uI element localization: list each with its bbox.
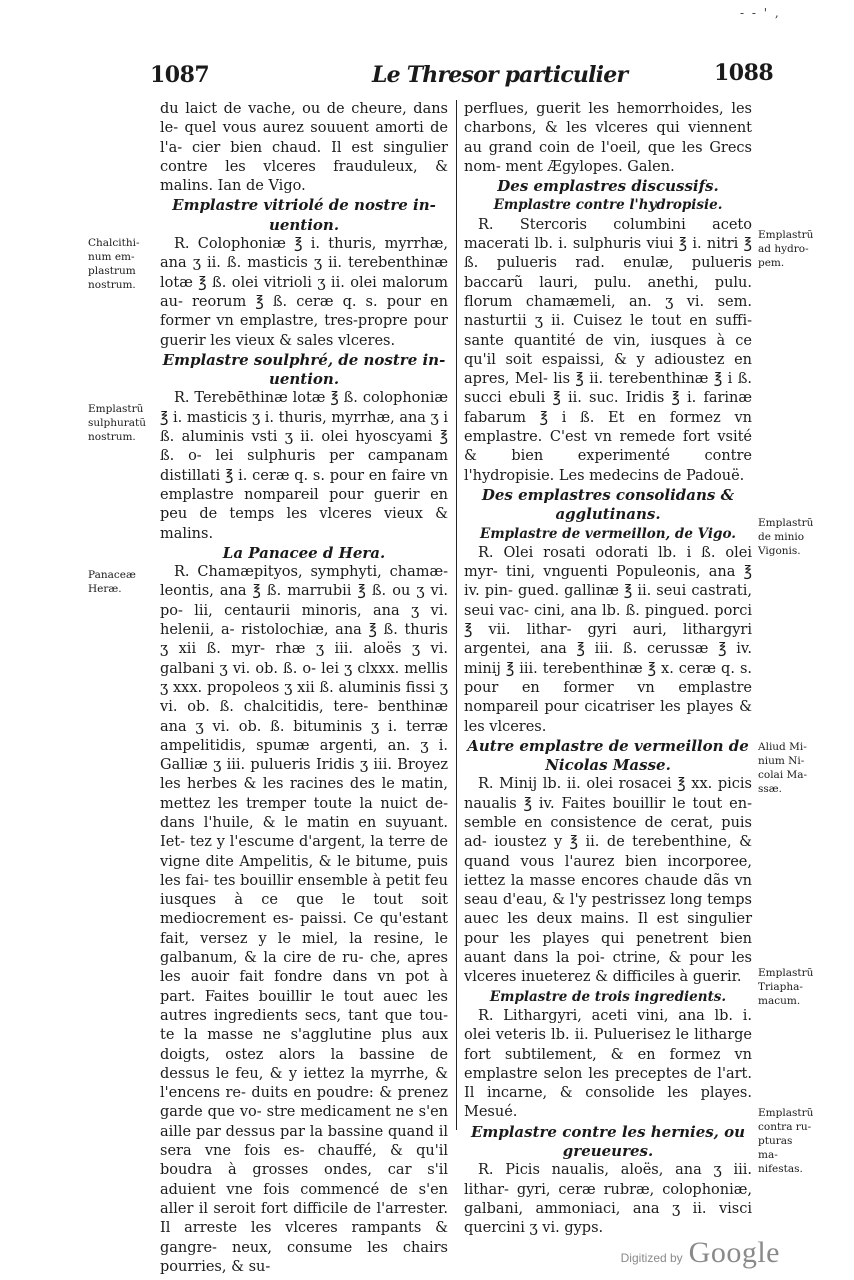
right-col-paragraph: R. Minij lb. ii. olei rosacei ℥ xx. picis naualis ℥ iv. Faites bouillir le tout en- semble en consistence de cerat, puis ad- ioustez y ℥ ii. de terebenthine, & quand vous l'aurez bien incorporee, iettez la masse encores chaude dãs vn seau d'eau, & l'y pestrissez long temps auec les deux mains. Il est singulier pour les playes qui penetrent bien auant dans la poi- ctrine, & pour les vlceres inueterez & difficiles à guerir. [464, 776, 752, 986]
right-col-paragraph: R. Olei rosati odorati lb. i ß. olei myr- tini, vnguenti Populeonis, ana ℥ iv. pin- gued. gallinæ ℥ ii. seui castrati, seui vac- cini, ana lb. ß. pingued. porci ℥ vii. lithar- gyri auri, lithargyri argentei, ana ℥ iii. ß. cerussæ ℥ iv. minij ℥ iii. terebenthinæ ℥ x. ceræ q. s. pour en former vn emplastre nompareil pour cicatriser les playes & les vlceres. [464, 544, 752, 735]
left-column [160, 100, 448, 1277]
left-col-paragraph: R. Chamæpityos, symphyti, chamæ- leontis, ana ℥ ß. marrubii ℥ ß. ou ʒ vi. po- lii, centaurii minoris, ana ʒ vi. helenii, a- ristolochiæ, ana ℥ ß. thuris ʒ xii ß. myr- rhæ ʒ iii. aloës ʒ vi. galbani ʒ vi. ob. ß. o- lei ʒ clxxx. mellis ʒ xxx. propoleos ʒ xii ß. aluminis fissi ʒ vi. ob. ß. chalcitidis, tere- benthinæ ana ʒ vi. ob. ß. bituminis ʒ i. terræ ampelitidis, spumæ argenti, an. ʒ i. Galliæ ʒ iii. pulueris Iridis ʒ iii. Broyez les herbes & les racines des le matin, mettez les tremper toute la nuict de- dans l'huile, & le matin en suyuant. Iet- tez y l'escume d'argent, la terre de vigne dite Ampelitis, & le bitume, puis les fai- tes bouillir ensemble à petit feu iusques à ce que le tout soit mediocrement es- paissi. Ce qu'estant fait, versez y le miel, la resine, le galbanum, & la cire de ru- che, apres les auoir fait fondre dans vn pot à part. Faites bouillir le tout auec les autres ingredients secs, tant que tou- te la masse ne s'agglutine plus aux doigts, ostez alors la bassine de dessus le feu, & y iettez la myrrhe, & l'encens re- duits en poudre: & prenez garde que vo- stre medicament ne s'en aille par dessus par la bassine quand il sera vne fois es- chauffé, & qu'il boudra à grosses ondes, car s'il aduient vne fois commencé de s'en aller il seroit fort difficile de l'arrester. Il arreste les vlceres rampants & gangre- neux, consume les chairs pourries, & su- [160, 564, 448, 1275]
right-col-paragraph: perflues, guerit les hemorrhoides, les charbons, & les vlceres qui viennent au grand coin de l'oeil, que les Grecs nom- ment Ægylopes. Galen. [464, 101, 752, 175]
left-col-heading: Emplastre soulphré, de nostre in- uention. [162, 350, 446, 389]
right-page-number: 1088 [714, 60, 774, 86]
right-col-heading: Des emplastres discussifs. [497, 177, 719, 196]
right-col-heading: Des emplastres consolidans & agglutinans. [481, 485, 735, 524]
left-col-heading: La Panacee d Hera. [222, 543, 386, 562]
margin-note-panacea: Panaceæ Heræ. [88, 569, 136, 595]
right-column [464, 100, 752, 1239]
left-page-number: 1087 [150, 62, 210, 88]
left-col-heading: Emplastre vitriolé de nostre in- uention. [172, 196, 436, 234]
right-col-subheading: Emplastre contre l'hydropisie. [493, 197, 723, 214]
margin-note-hydropem: Emplastrũ ad hydro- pem. [758, 229, 814, 269]
margin-note-rupturas: Emplastrũ contra ru- pturas ma- nifestas. [758, 1107, 814, 1175]
right-col-paragraph: R. Picis naualis, aloës, ana ʒ iii. lithar- gyri, ceræ rubræ, colophoniæ, galbani, ammoniaci, ana ʒ ii. visci quercini ʒ vi. gyps. [464, 1162, 752, 1237]
right-col-paragraph: R. Stercoris columbini aceto macerati lb. i. sulphuris viui ℥ i. nitri ℥ ß. pulueris rad. enulæ, pulueris baccarũ lauri, pulu. anethi, pulu. florum chamæmeli, an. ʒ vi. sem. nasturtii ʒ ii. Cuisez le tout en suffi- sante quantité de vin, iusques à ce qu'il soit espaissi, & y adioustez en apres, Mel- lis ℥ ii. terebenthinæ ℥ i ß. succi ebuli ℥ ii. suc. Iridis ℥ i. farinæ fabarum ℥ i ß. Et en formez vn emplastre. C'est vn remede fort vsité & bien experimenté contre l'hydropisie. Les medecins de Padouë. [464, 216, 752, 484]
margin-note-triapharmacum: Emplastrũ Triapha- macum. [758, 967, 814, 1007]
digitized-watermark [621, 1236, 780, 1270]
margin-note-chalcithinum: Chalcithi- num em- plastrum nostrum. [88, 237, 140, 291]
digitized-label: Digitized by [620, 1251, 683, 1265]
google-logo: Google [688, 1236, 780, 1269]
left-col-paragraph: du laict de vache, ou de cheure, dans le- quel vous aurez souuent amorti de l'a- cier bien chaud. Il est singulier contre les vlceres frauduleux, & malins. Ian de Vigo. [160, 101, 448, 195]
top-mark: - - ' , [740, 6, 781, 20]
margin-note-sulphuratum: Emplastrũ sulphuratũ nostrum. [88, 403, 147, 443]
right-col-heading: Emplastre contre les hernies, ou greueures. [470, 1122, 746, 1161]
margin-note-minio-vigonis: Emplastrũ de minio Vigonis. [758, 517, 814, 557]
right-col-paragraph: R. Lithargyri, aceti vini, ana lb. i. olei veteris lb. ii. Puluerisez le litharge fort subtilement, & en formez vn emplastre selon les preceptes de l'art. Il incarne, & consolide les playes. Mesué. [464, 1007, 752, 1121]
right-col-subheading: Emplastre de trois ingredients. [489, 988, 727, 1005]
margin-note-minium-massae: Aliud Mi- nium Ni- colai Ma- ssæ. [758, 741, 808, 795]
left-col-paragraph: R. Colophoniæ ℥ i. thuris, myrrhæ, ana ʒ ii. ß. masticis ʒ ii. terebenthinæ lotæ ℥ ß. olei vitrioli ʒ ii. olei malorum au- reorum ℥ ß. ceræ q. s. pour en former vn emplastre, tres-propre pour guerir les vieux & sales vlceres. [160, 236, 448, 349]
right-col-subheading: Emplastre de vermeillon, de Vigo. [480, 525, 736, 542]
column-divider [456, 100, 457, 1130]
running-title: Le Thresor particulier [372, 62, 628, 88]
left-col-paragraph: R. Terebēthinæ lotæ ℥ ß. colophoniæ ℥ i. masticis ʒ i. thuris, myrrhæ, ana ʒ i ß. aluminis vsti ʒ ii. olei hyoscyami ℥ ß. o- lei sulphuris per campanam distillati ℥ i. ceræ q. s. pour en faire vn emplastre nompareil pour guerir en peu de temps les vlceres vieux & malins. [160, 390, 448, 542]
right-col-heading: Autre emplastre de vermeillon de Nicolas Masse. [467, 736, 749, 775]
